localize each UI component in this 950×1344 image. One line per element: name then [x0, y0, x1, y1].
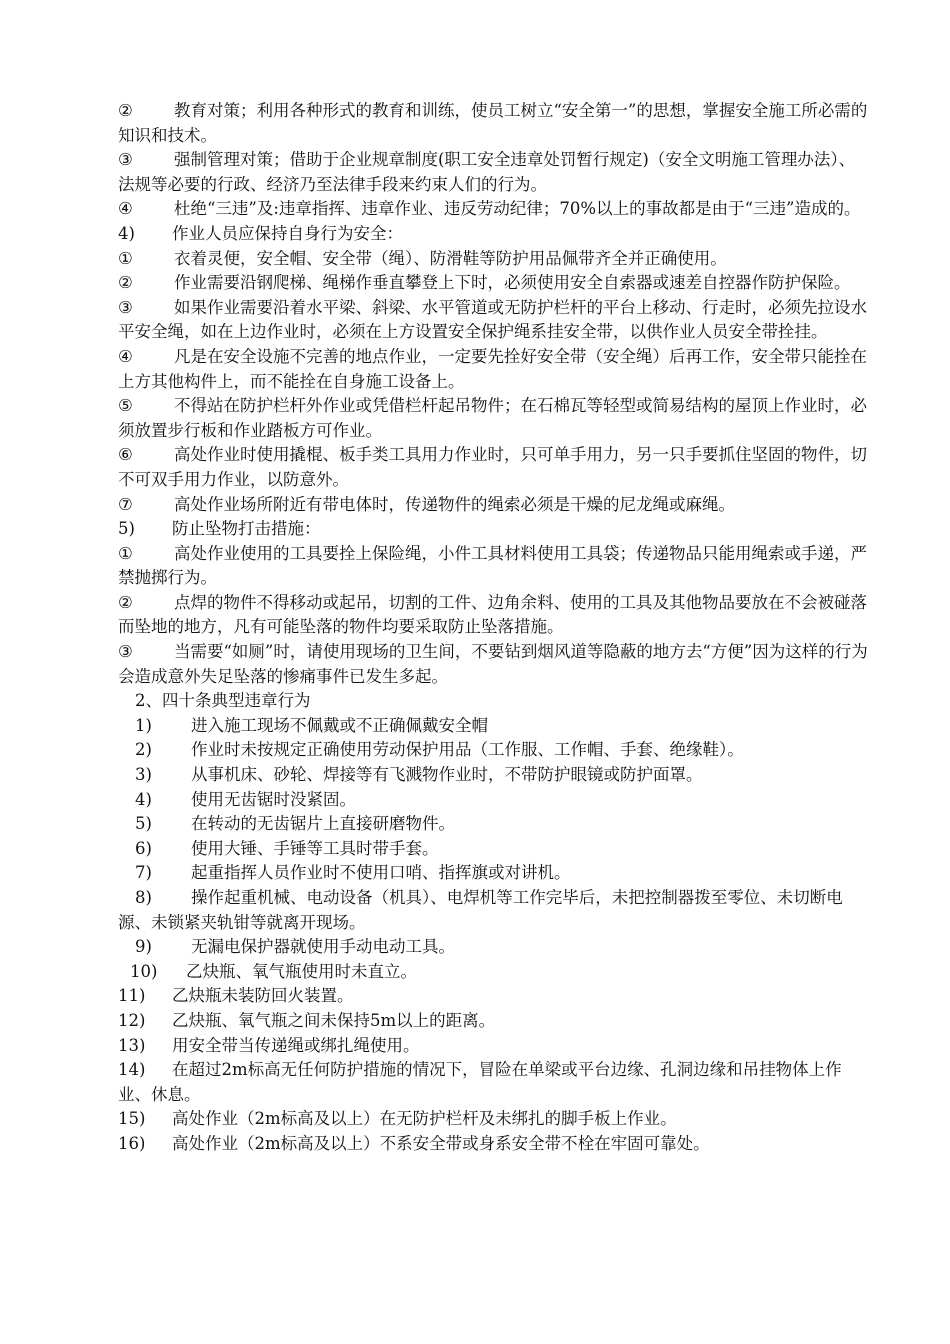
list-item — [118, 738, 870, 763]
paragraph-text: 凡是在安全设施不完善的地点作业，一定要先拴好安全带（安全绳）后再工作，安全带只能拴在上方其他构件上，而不能拴在自身施工设备上。 — [118, 346, 867, 391]
list-item-text: 从事机床、砂轮、焊接等有飞溅物作业时，不带防护眼镜或防护面罩。 — [191, 765, 703, 785]
list-marker: ② — [118, 101, 133, 120]
list-item-text: 高处作业（2m标高及以上）在无防护栏杆及未绑扎的脚手板上作业。 — [172, 1109, 677, 1129]
document-body — [118, 99, 870, 1157]
list-item-text: 作业时未按规定正确使用劳动保护用品（工作服、工作帽、手套、绝缘鞋）。 — [191, 740, 744, 760]
paragraph — [118, 542, 870, 591]
list-item — [118, 788, 870, 813]
list-marker: 1) — [135, 715, 152, 735]
list-item — [118, 812, 870, 837]
list-item — [118, 886, 870, 935]
list-marker: ② — [118, 273, 133, 293]
list-item-text: 在超过2m标高无任何防护措施的情况下，冒险在单梁或平台边缘、孔洞边缘和吊挂物体上作业、休息。 — [118, 1060, 842, 1104]
list-item — [118, 763, 870, 788]
list-item — [118, 960, 870, 985]
list-marker: 3) — [135, 765, 152, 785]
list-marker: ④ — [118, 346, 133, 366]
list-item-text: 乙炔瓶、氧气瓶之间未保持5m以上的距离。 — [172, 1010, 496, 1030]
list-item-text: 乙炔瓶未装防回火装置。 — [172, 986, 354, 1006]
list-item-text: 使用无齿锯时没紧固。 — [191, 789, 356, 809]
paragraph — [118, 271, 870, 296]
paragraph — [118, 493, 870, 518]
paragraph-text: 作业需要沿钢爬梯、绳梯作垂直攀登上下时，必须使用安全自索器或速差自控器作防护保险。 — [174, 273, 851, 293]
list-item — [118, 1009, 870, 1034]
list-marker: 5) — [118, 519, 135, 539]
list-item — [118, 861, 870, 886]
list-marker: 9) — [135, 937, 152, 957]
list-marker: ③ — [118, 150, 133, 170]
paragraph — [118, 394, 870, 443]
list-marker: 7) — [135, 863, 152, 883]
list-marker: ④ — [118, 199, 133, 219]
paragraph-text: 作业人员应保持自身行为安全： — [172, 223, 403, 243]
list-item — [118, 1132, 870, 1157]
paragraph — [118, 99, 870, 148]
paragraph-text: 高处作业使用的工具要拴上保险绳，小件工具材料使用工具袋；传递物品只能用绳索或手递，严禁抛掷行为。 — [118, 543, 867, 588]
list-marker: 2) — [135, 740, 152, 760]
list-marker: 6) — [135, 838, 152, 858]
list-marker: ① — [118, 248, 133, 268]
list-marker: ⑤ — [118, 396, 133, 416]
paragraph — [118, 517, 870, 542]
paragraph-text: 衣着灵便，安全帽、安全带（绳）、防滑鞋等防护用品佩带齐全并正确使用。 — [174, 248, 727, 268]
paragraph-text: 高处作业时使用撬棍、板手类工具用力作业时，只可单手用力，另一只手要抓住坚固的物件，切不可双手用力作业，以防意外。 — [118, 445, 867, 489]
list-item — [118, 714, 870, 739]
list-item-text: 用安全带当传递绳或绑扎绳使用。 — [172, 1035, 420, 1055]
list-marker: 15) — [118, 1109, 146, 1129]
list-item-text: 无漏电保护器就使用手动电动工具。 — [191, 937, 455, 957]
paragraph-text: 高处作业场所附近有带电体时，传递物件的绳索必须是干燥的尼龙绳或麻绳。 — [174, 494, 735, 514]
list-marker: 8) — [135, 888, 152, 907]
paragraph-text: 当需要“如厕”时，请使用现场的卫生间，不要钻到烟风道等隐蔽的地方去“方便”因为这样的行为会造成意外失足坠落的惨痛事件已发生多起。 — [118, 642, 868, 686]
paragraph — [118, 443, 870, 492]
section-title: 2、四十条典型违章行为 — [135, 691, 311, 711]
list-marker: ⑦ — [118, 494, 133, 514]
paragraph — [118, 247, 870, 272]
list-marker: 4) — [118, 223, 135, 243]
list-marker: 5) — [135, 814, 152, 834]
paragraph-text: 强制管理对策；借助于企业规章制度(职工安全违章处罚暂行规定)（安全文明施工管理办法）、法规等必要的行政、经济乃至法律手段来约束人们的行为。 — [118, 150, 856, 194]
list-marker: 10) — [130, 961, 158, 981]
list-marker: ⑥ — [118, 445, 133, 465]
paragraph — [118, 591, 870, 640]
paragraph — [118, 296, 870, 345]
list-item-text: 起重指挥人员作业时不使用口哨、指挥旗或对讲机。 — [191, 863, 571, 883]
paragraph-text: 不得站在防护栏杆外作业或凭借栏杆起吊物件；在石棉瓦等轻型或简易结构的屋顶上作业时，必须放置步行板和作业踏板方可作业。 — [118, 396, 867, 440]
list-marker: ③ — [118, 642, 133, 662]
list-marker: ③ — [118, 297, 133, 317]
list-item-text: 高处作业（2m标高及以上）不系安全带或身系安全带不栓在牢固可靠处。 — [172, 1133, 710, 1153]
list-marker: 13) — [118, 1035, 146, 1055]
list-item — [118, 1107, 870, 1132]
list-item-text: 操作起重机械、电动设备（机具）、电焊机等工作完毕后，未把控制器拨至零位、未切断电源、未锁紧夹轨钳等就离开现场。 — [118, 888, 843, 932]
list-item — [118, 1034, 870, 1059]
list-marker: ① — [118, 543, 133, 563]
paragraph — [118, 222, 870, 247]
paragraph — [118, 345, 870, 394]
list-marker: ② — [118, 592, 133, 612]
paragraph-text: 防止坠物打击措施： — [172, 519, 321, 539]
list-marker: 11) — [118, 986, 146, 1006]
list-item-text: 进入施工现场不佩戴或不正确佩戴安全帽 — [191, 715, 488, 735]
list-marker: 4) — [135, 789, 152, 809]
list-item — [118, 935, 870, 960]
list-item-text: 在转动的无齿锯片上直接研磨物件。 — [191, 814, 455, 834]
paragraph-text: 点焊的物件不得移动或起吊，切割的工件、边角余料、使用的工具及其他物品要放在不会被碰落而坠地的地方，凡有可能坠落的物件均要采取防止坠落措施。 — [118, 592, 867, 637]
list-marker: 12) — [118, 1010, 146, 1030]
paragraph — [118, 197, 870, 222]
list-item — [118, 984, 870, 1009]
paragraph — [118, 640, 870, 689]
paragraph-text: 杜绝“三违”及:违章指挥、违章作业、违反劳动纪律；70%以上的事故都是由于“三违”造成的。 — [174, 199, 861, 219]
list-marker: 14) — [118, 1060, 146, 1080]
list-item-text: 使用大锤、手锤等工具时带手套。 — [191, 838, 439, 858]
paragraph — [118, 148, 870, 197]
list-item — [118, 837, 870, 862]
list-marker: 16) — [118, 1133, 146, 1153]
paragraph-text: 教育对策；利用各种形式的教育和训练，使员工树立“安全第一”的思想，掌握安全施工所必需的知识和技术。 — [118, 101, 868, 145]
list-item — [118, 1058, 870, 1107]
list-item-text: 乙炔瓶、氧气瓶使用时未直立。 — [186, 961, 417, 981]
paragraph-text: 如果作业需要沿着水平梁、斜梁、水平管道或无防护栏杆的平台上移动、行走时，必须先拉设水平安全绳，如在上边作业时，必须在上方设置安全保护绳系挂安全带，以供作业人员安全带拴挂。 — [118, 297, 867, 342]
